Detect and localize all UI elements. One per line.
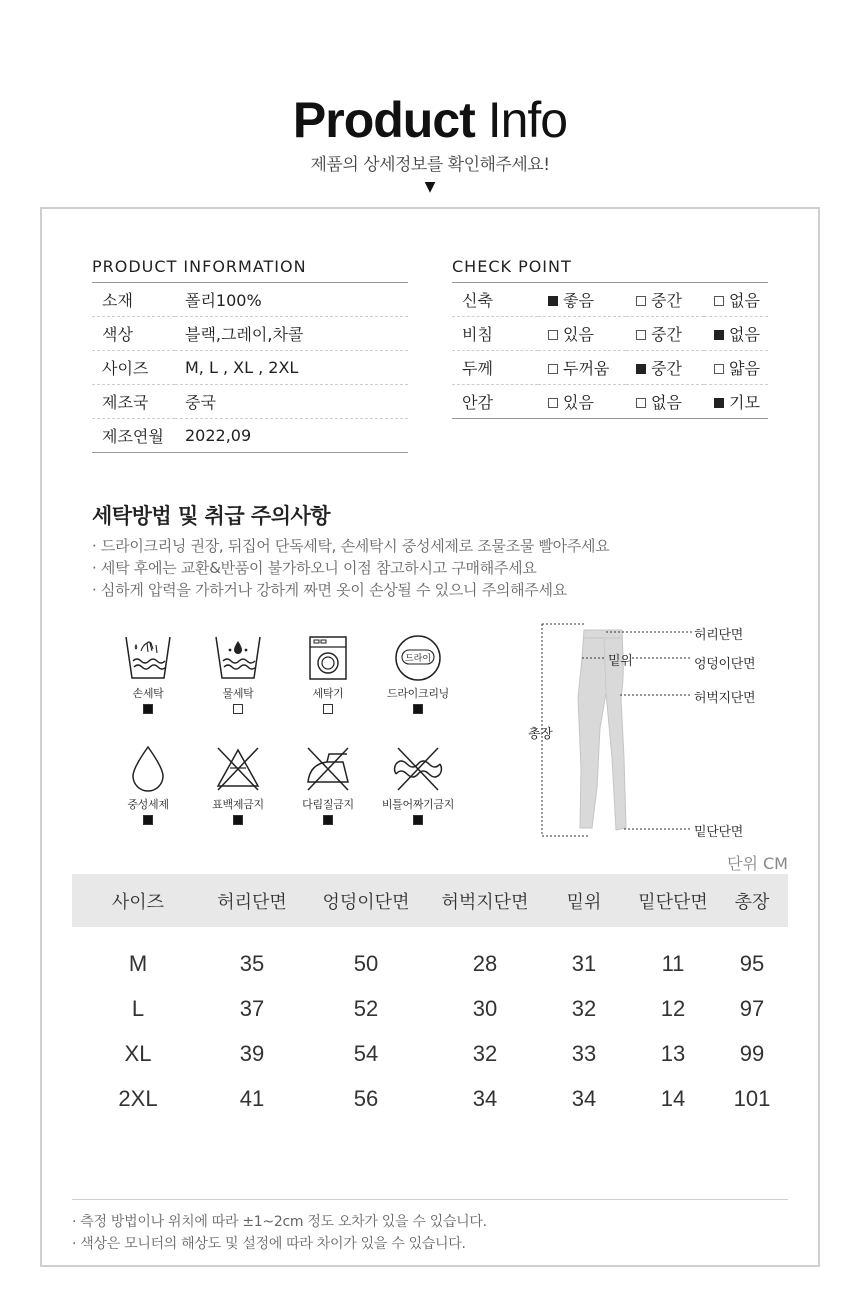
- size-table-row: [72, 986, 788, 1031]
- hand-wash-icon: [123, 633, 173, 683]
- size-value-cell: 13: [660, 1040, 686, 1066]
- care-label: 세탁기: [312, 687, 344, 700]
- care-label: 다림질금지: [302, 798, 354, 811]
- check-option: [626, 351, 704, 385]
- checkbox-checked-icon: [143, 815, 153, 825]
- neutral-detergent-icon: [123, 744, 173, 794]
- size-value-cell: 99: [739, 1040, 765, 1066]
- checkbox-checked-icon: [636, 364, 646, 374]
- page-subtitle: 제품의 상세정보를 확인해주세요!: [310, 155, 550, 175]
- no-wring-icon: [393, 744, 443, 794]
- size-table-row: [72, 1031, 788, 1076]
- checkbox-empty-icon: [636, 296, 646, 306]
- diagram-label-rise: 밑위: [608, 654, 633, 669]
- size-value-cell: 32: [472, 1040, 498, 1066]
- care-item-no-bleach: [188, 744, 288, 825]
- size-value-cell: 11: [661, 950, 685, 976]
- check-option: [626, 385, 704, 419]
- washing-title: 세탁방법 및 취급 주의사항: [92, 504, 331, 528]
- title-light: Info: [487, 92, 568, 148]
- care-label: 중성세제: [127, 798, 169, 811]
- size-name-cell: M: [128, 950, 148, 976]
- check-option: [538, 317, 626, 351]
- care-label: 비틀어짜기금지: [381, 798, 455, 811]
- size-table-row: [72, 1076, 788, 1121]
- size-table-header: 허벅지단면: [432, 874, 538, 927]
- check-option: [704, 351, 768, 385]
- check-option-label: 기모: [729, 393, 760, 412]
- washing-note: · 드라이크리닝 권장, 뒤집어 단독세탁, 손세탁시 중성세제로 조물조물 빨아주세요: [92, 537, 610, 555]
- check-row: [452, 317, 768, 351]
- checkbox-empty-icon: [233, 704, 243, 714]
- info-label: 소재: [92, 283, 175, 317]
- check-option: [538, 351, 626, 385]
- info-value: 폴리100%: [175, 283, 408, 317]
- check-label: 안감: [452, 385, 538, 419]
- check-option-label: 중간: [651, 291, 682, 310]
- check-label: 두께: [452, 351, 538, 385]
- info-label: 색상: [92, 317, 175, 351]
- check-option-label: 중간: [651, 325, 682, 344]
- check-row: [452, 351, 768, 385]
- size-table-row: [72, 927, 788, 986]
- check-option-label: 있음: [563, 325, 594, 344]
- care-item-neutral-detergent: [98, 744, 198, 825]
- size-value-cell: 41: [239, 1085, 265, 1111]
- checkbox-empty-icon: [548, 398, 558, 408]
- checkbox-checked-icon: [323, 815, 333, 825]
- check-option: [626, 283, 704, 317]
- size-name-cell: 2XL: [118, 1085, 158, 1111]
- diagram-label-thigh: 허벅지단면: [694, 691, 756, 706]
- check-option: [704, 317, 768, 351]
- checkbox-empty-icon: [636, 398, 646, 408]
- size-value-cell: 54: [353, 1040, 379, 1066]
- size-value-cell: 52: [353, 995, 379, 1021]
- size-value-cell: 12: [660, 995, 686, 1021]
- size-value-cell: 32: [571, 995, 597, 1021]
- care-item-no-iron: [278, 744, 378, 825]
- size-value-cell: 56: [353, 1085, 379, 1111]
- size-table-header: 총장: [716, 874, 788, 927]
- footer-note: · 측정 방법이나 위치에 따라 ±1~2cm 정도 오차가 있을 수 있습니다.: [72, 1214, 487, 1230]
- page-title: [0, 92, 860, 148]
- check-option-label: 없음: [729, 325, 760, 344]
- diagram-label-hip: 엉덩이단면: [694, 657, 756, 672]
- size-table-header: 밑단단면: [630, 874, 716, 927]
- size-value-cell: 34: [472, 1085, 498, 1111]
- size-table-header: 사이즈: [72, 874, 204, 927]
- care-item-no-wring: [368, 744, 468, 825]
- size-value-cell: 97: [739, 995, 765, 1021]
- checkbox-empty-icon: [548, 330, 558, 340]
- footer-divider: [72, 1199, 788, 1200]
- checkbox-checked-icon: [413, 815, 423, 825]
- title-bold: Product: [292, 92, 475, 148]
- info-value: M, L , XL , 2XL: [175, 351, 408, 385]
- check-option-label: 얇음: [729, 359, 760, 378]
- size-value-cell: 101: [733, 1085, 771, 1111]
- check-label: 신축: [452, 283, 538, 317]
- check-option: [538, 385, 626, 419]
- dry-clean-icon-text: 드라이: [404, 654, 432, 664]
- no-iron-icon: [303, 744, 353, 794]
- check-option: [704, 283, 768, 317]
- info-label: 사이즈: [92, 351, 175, 385]
- info-row: [92, 351, 408, 385]
- info-row: [92, 419, 408, 453]
- size-table-header: 허리단면: [204, 874, 300, 927]
- size-value-cell: 28: [472, 950, 498, 976]
- check-option: [538, 283, 626, 317]
- care-item-dry-clean: [368, 633, 468, 714]
- check-option-label: 있음: [563, 393, 594, 412]
- washing-note: · 심하게 압력을 가하거나 강하게 짜면 옷이 손상될 수 있으니 주의해주세요: [92, 581, 567, 599]
- care-item-washing-machine: [278, 633, 378, 714]
- footer-notes: [72, 1211, 487, 1255]
- washing-note: · 세탁 후에는 교환&반품이 불가하오니 이점 참고하시고 구매해주세요: [92, 559, 537, 577]
- care-label: 물세탁: [222, 687, 254, 700]
- checkbox-empty-icon: [636, 330, 646, 340]
- size-table-header: 엉덩이단면: [300, 874, 432, 927]
- checkbox-empty-icon: [548, 364, 558, 374]
- check-option-label: 없음: [651, 393, 682, 412]
- info-label: 제조국: [92, 385, 175, 419]
- checkbox-empty-icon: [714, 364, 724, 374]
- checkbox-checked-icon: [548, 296, 558, 306]
- info-value: 중국: [175, 385, 408, 419]
- checkbox-checked-icon: [714, 398, 724, 408]
- size-value-cell: 95: [739, 950, 765, 976]
- size-value-cell: 31: [571, 950, 597, 976]
- size-name-cell: L: [131, 995, 145, 1021]
- diagram-label-hem: 밑단단면: [694, 825, 744, 840]
- no-bleach-icon: [213, 744, 263, 794]
- page-header: [0, 92, 860, 195]
- diagram-label-total: 총장: [528, 727, 553, 742]
- size-table: [72, 874, 788, 1121]
- care-label: 손세탁: [132, 687, 164, 700]
- check-option: [704, 385, 768, 419]
- unit-label: 단위 CM: [727, 854, 788, 873]
- check-option-label: 두꺼움: [563, 359, 610, 378]
- pants-measurement-diagram: [520, 618, 800, 848]
- checkbox-empty-icon: [323, 704, 333, 714]
- check-label: 비침: [452, 317, 538, 351]
- dry-clean-icon: [393, 633, 443, 683]
- info-row: [92, 283, 408, 317]
- size-value-cell: 37: [239, 995, 265, 1021]
- care-label: 드라이크리닝: [387, 687, 449, 700]
- check-option-label: 없음: [729, 291, 760, 310]
- product-information-table: [92, 282, 408, 453]
- size-value-cell: 35: [239, 950, 265, 976]
- care-item-hand-wash: [98, 633, 198, 714]
- diagram-label-waist: 허리단면: [694, 628, 744, 643]
- down-arrow-icon: ▼: [424, 179, 436, 195]
- size-name-cell: XL: [124, 1040, 152, 1066]
- info-value: 블랙,그레이,차콜: [175, 317, 408, 351]
- info-row: [92, 317, 408, 351]
- check-point-table: [452, 282, 768, 419]
- checkbox-checked-icon: [143, 704, 153, 714]
- size-value-cell: 34: [571, 1085, 597, 1111]
- check-row: [452, 385, 768, 419]
- care-item-water-wash: [188, 633, 288, 714]
- water-wash-icon: [213, 633, 263, 683]
- washing-notes: [92, 535, 609, 601]
- size-value-cell: 39: [239, 1040, 265, 1066]
- check-point-title: CHECK POINT: [452, 257, 572, 276]
- size-value-cell: 30: [472, 995, 498, 1021]
- product-information-title: PRODUCT INFORMATION: [92, 257, 307, 276]
- size-value-cell: 50: [353, 950, 379, 976]
- info-value: 2022,09: [175, 419, 408, 453]
- checkbox-checked-icon: [413, 704, 423, 714]
- check-row: [452, 283, 768, 317]
- check-option-label: 중간: [651, 359, 682, 378]
- size-value-cell: 14: [660, 1085, 686, 1111]
- info-row: [92, 385, 408, 419]
- checkbox-checked-icon: [714, 330, 724, 340]
- size-value-cell: 33: [571, 1040, 597, 1066]
- checkbox-checked-icon: [233, 815, 243, 825]
- care-label: 표백제금지: [212, 798, 264, 811]
- checkbox-empty-icon: [714, 296, 724, 306]
- size-table-header: 밑위: [538, 874, 630, 927]
- check-option: [626, 317, 704, 351]
- footer-note: · 색상은 모니터의 해상도 및 설정에 따라 차이가 있을 수 있습니다.: [72, 1236, 466, 1252]
- info-label: 제조연월: [92, 419, 175, 453]
- washing-machine-icon: [303, 633, 353, 683]
- check-option-label: 좋음: [563, 291, 594, 310]
